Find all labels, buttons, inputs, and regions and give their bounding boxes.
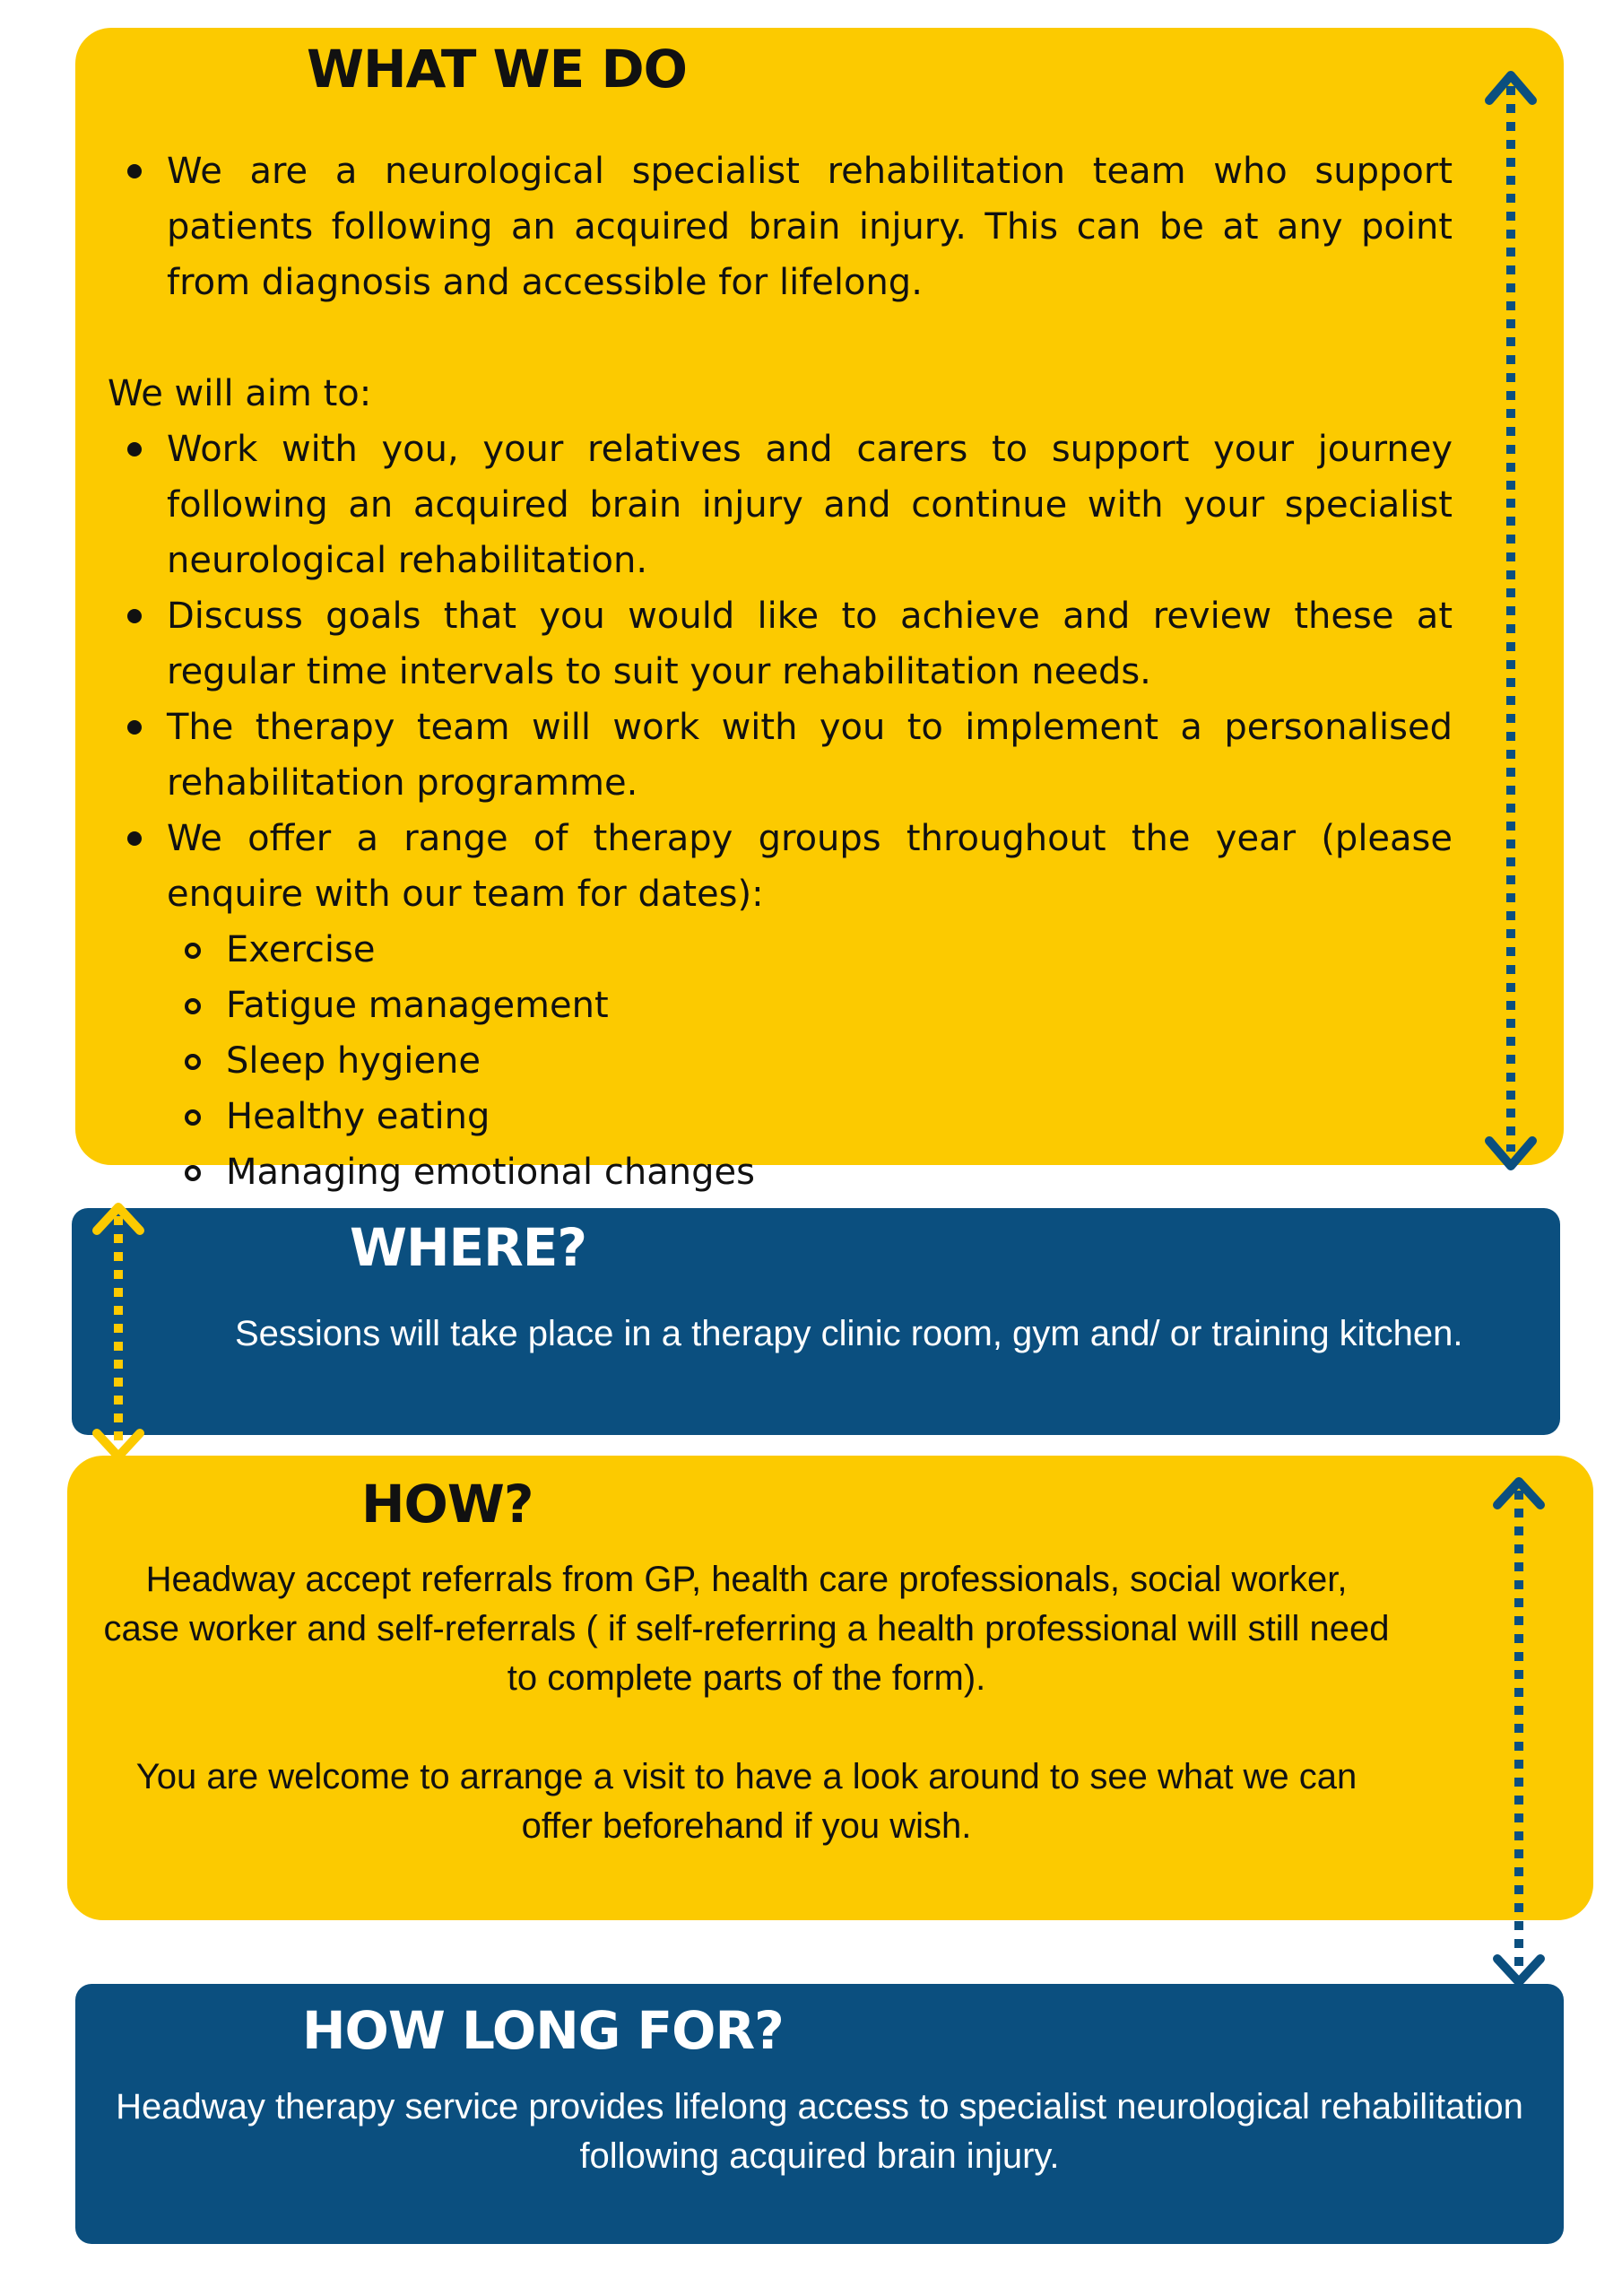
how-heading: HOW? (361, 1474, 533, 1535)
how-long-section (75, 1984, 1564, 2244)
intro-item: We are a neurological specialist rehabilitation team who support patients following an acquired brain injury. This can be at any point from diagnosis and accessible for lifelong. (108, 144, 1453, 310)
what-we-do-body (108, 144, 1453, 1200)
how-paragraph-2: You are welcome to arrange a visit to have a look around to see what we can offer beforehand if you wish. (135, 1757, 1357, 1846)
group-item: Healthy eating (167, 1089, 1453, 1144)
aim-item-text: We offer a range of therapy groups throughout the year (please enquire with our team for dates): (167, 818, 1453, 915)
how-long-text: Headway therapy service provides lifelong access to specialist neurological rehabilitation following acquired brain injury. (116, 2087, 1523, 2176)
what-we-do-section (75, 28, 1564, 1193)
aim-item: Work with you, your relatives and carers to support your journey following an acquired brain injury and continue with your specialist neurological rehabilitation. (108, 422, 1453, 588)
how-paragraph-1: Headway accept referrals from GP, health care professionals, social worker, case worker and self-referrals ( if self-referring a health professional will still need to complete parts of the form). (103, 1560, 1390, 1698)
double-arrow-icon (1484, 70, 1538, 1173)
group-item: Exercise (167, 922, 1453, 978)
aims-list (108, 422, 1453, 1200)
group-item: Managing emotional changes (167, 1144, 1453, 1200)
double-arrow-icon (91, 1202, 145, 1462)
how-section (67, 1456, 1593, 1920)
aim-item: The therapy team will work with you to implement a personalised rehabilitation programme. (108, 700, 1453, 811)
what-we-do-heading: WHAT WE DO (307, 39, 687, 100)
aim-item: Discuss goals that you would like to achieve and review these at regular time intervals to suit your rehabilitation needs. (108, 588, 1453, 700)
where-section (72, 1208, 1560, 1435)
how-long-heading: HOW LONG FOR? (302, 2000, 784, 2061)
where-heading: WHERE? (350, 1217, 587, 1278)
intro-list (108, 144, 1453, 310)
aim-item (108, 811, 1453, 1200)
where-text: Sessions will take place in a therapy clinic room, gym and/ or training kitchen. (235, 1314, 1463, 1353)
aim-label: We will aim to: (108, 373, 372, 414)
therapy-groups-list (167, 922, 1453, 1200)
group-item: Sleep hygiene (167, 1033, 1453, 1089)
double-arrow-icon (1492, 1476, 1546, 1987)
group-item: Fatigue management (167, 978, 1453, 1033)
